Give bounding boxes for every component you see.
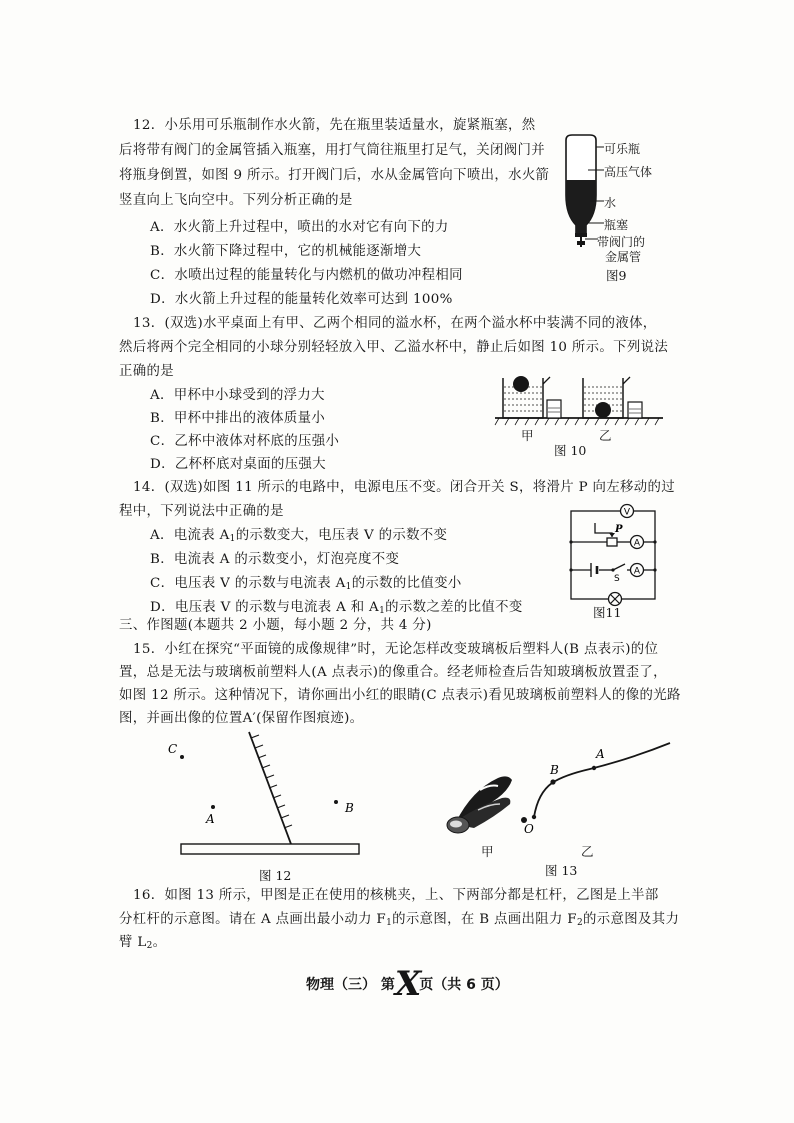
fig13-caption: 图 13	[545, 863, 578, 878]
fig13-point-a: A	[596, 747, 605, 761]
q12-option-d: D．水火箭上升过程的能量转化效率可达到 100%	[150, 292, 453, 307]
point-b-dot	[334, 800, 338, 804]
fig10-caption: 图 10	[554, 443, 587, 458]
fig9-label-valve: 带阀门的	[597, 235, 646, 249]
section-3-title: 三、作图题(本题共 2 小题，每小题 2 分，共 4 分)	[119, 618, 432, 633]
footer-page-prefix: 第	[380, 977, 395, 993]
fig9-label-metal-tube: 金属管	[605, 250, 642, 264]
q14-option-c: C．电压表 V 的示数与电流表 $A_1$的示数的比值变小	[150, 576, 462, 592]
fig12-point-c: C	[168, 742, 178, 756]
water-fill	[566, 180, 596, 233]
valve	[577, 241, 585, 245]
fig11-meter-a1: A	[633, 538, 641, 549]
point-c-dot	[180, 755, 184, 759]
fig11-meter-a: A	[633, 566, 641, 577]
fig10-label-jia: 甲	[521, 428, 534, 443]
ball-jia	[513, 376, 529, 392]
q15-line-2: 置，总是无法与玻璃板前塑料人(A 点表示)的像重合。经老师检查后告知玻璃板放置歪了，	[119, 665, 667, 680]
figure-11-circuit	[565, 505, 660, 605]
q13-option-d: D．乙杯杯底对桌面的压强大	[150, 457, 326, 472]
desk-board	[181, 844, 359, 854]
fig11-switch-s: S	[614, 574, 620, 584]
stopper	[575, 233, 587, 237]
figure-10-overflow-cups	[495, 370, 665, 430]
q14-option-a: A．电流表 $A_1$的示数变大，电压表 V 的示数不变	[150, 528, 448, 544]
q13-option-b: B．甲杯中排出的液体质量小	[150, 411, 326, 426]
q15-line-3: 如图 12 所示。这种情况下，请你画出小红的眼睛(C 点表示)看见玻璃板前塑料人的像的光路	[119, 688, 681, 703]
page-footer	[306, 964, 509, 1004]
fig9-label-water: 水	[604, 196, 617, 210]
fig11-caption: 图11	[593, 605, 622, 620]
fig13-label-jia: 甲	[481, 844, 494, 859]
figure-13-jia-walnut-cracker	[438, 770, 528, 840]
figure-12-tilted-mirror	[165, 730, 380, 865]
point-b-dot	[550, 779, 555, 784]
q13-line-1: 13．(双选)水平桌面上有甲、乙两个相同的溢水杯，在两个溢水杯中装满不同的液体，	[133, 316, 657, 331]
q12-option-a: A．水火箭上升过程中，喷出的水对它有向下的力	[150, 220, 449, 235]
rheostat	[607, 538, 617, 546]
q13-option-c: C．乙杯中液体对杯底的压强小	[150, 434, 340, 449]
q16-line-1: 16．如图 13 所示，甲图是正在使用的核桃夹，上、下两部分都是杠杆，乙图是上半部	[133, 888, 659, 903]
fig13-label-yi: 乙	[581, 844, 594, 859]
beaker-jia	[547, 400, 561, 418]
fig9-label-high-pressure-gas: 高压气体	[604, 165, 653, 179]
q12-option-c: C．水喷出过程的能量转化与内燃机的做功冲程相同	[150, 268, 463, 283]
q16-line-3: 臂 $L_2$。	[119, 935, 167, 951]
ball-yi	[595, 402, 611, 418]
q13-option-a: A．甲杯中小球受到的浮力大	[150, 388, 325, 403]
q12-line-1: 12．小乐用可乐瓶制作水火箭，先在瓶里装适量水，旋紧瓶塞，然	[133, 118, 536, 133]
fig13-point-b: B	[550, 763, 559, 777]
q14-line-2: 程中，下列说法中正确的是	[119, 504, 284, 519]
footer-subject: 物理（三）	[306, 977, 376, 993]
fig12-point-a: A	[206, 812, 215, 826]
q12-option-b: B．水火箭下降过程中，它的机械能逐渐增大	[150, 244, 422, 259]
fig11-slider-p: P	[615, 524, 623, 535]
fig13-point-o: O	[524, 822, 534, 836]
figure-13-yi-lever-diagram	[520, 735, 680, 835]
beaker-yi	[628, 402, 642, 418]
q12-line-4: 竖直向上飞向空中。下列分析正确的是	[119, 193, 353, 208]
point-a-dot	[592, 766, 596, 770]
footer-page-suffix: 页（共 6 页）	[419, 977, 509, 993]
fig9-label-cola-bottle: 可乐瓶	[604, 142, 641, 156]
q14-option-b: B．电流表 A 的示数变小，灯泡亮度不变	[150, 552, 400, 567]
q14-line-1: 14．(双选)如图 11 所示的电路中，电源电压不变。闭合开关 S，将滑片 P 向左移动的过	[133, 480, 675, 495]
pivot-o-dot	[532, 815, 536, 819]
q15-line-4: 图，并画出像的位置A′(保留作图痕迹)。	[119, 711, 364, 726]
q12-line-3: 将瓶身倒置，如图 9 所示。打开阀门后，水从金属管向下喷出，水火箭	[119, 168, 550, 183]
q14-option-d: D．电压表 V 的示数与电流表 A 和 $A_1$的示数之差的比值不变	[150, 600, 523, 616]
fig12-caption: 图 12	[259, 868, 292, 883]
fig10-label-yi: 乙	[599, 428, 612, 443]
q12-line-2: 后将带有阀门的金属管插入瓶塞，用打气筒往瓶里打足气，关闭阀门并	[119, 143, 545, 158]
q16-line-2: 分杠杆的示意图。请在 A 点画出最小动力 $F_1$的示意图，在 B 点画出阻力 $F_2$的示意图及其力	[119, 912, 680, 928]
fig9-label-stopper: 瓶塞	[604, 218, 629, 232]
point-a-dot	[211, 805, 215, 809]
fig11-meter-v: V	[623, 507, 631, 518]
circuit-outer-loop	[571, 511, 655, 599]
fig12-point-b: B	[345, 801, 354, 815]
q13-line-2: 然后将两个完全相同的小球分别轻轻放入甲、乙溢水杯中，静止后如图 10 所示。下列说法	[119, 340, 669, 355]
q15-line-1: 15．小红在探究“平面镜的成像规律”时，无论怎样改变玻璃板后塑料人(B 点表示)的位	[133, 642, 659, 657]
q13-line-3: 正确的是	[119, 364, 174, 379]
fig9-caption: 图9	[606, 268, 627, 283]
footer-page-number: X	[394, 964, 420, 1004]
